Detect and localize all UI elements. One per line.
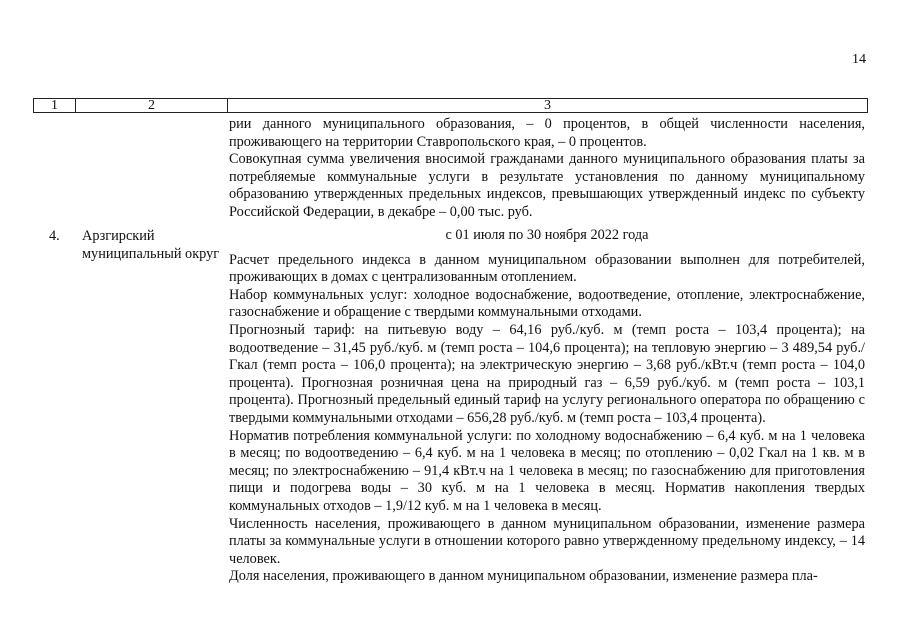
column-header-1: 1	[34, 99, 76, 113]
previous-row-continuation	[229, 116, 865, 222]
municipality-name: Арзгирский муниципальный округ	[82, 228, 220, 262]
row-paragraph: Прогнозный тариф: на питьевую воду – 64,16 руб./куб. м (темп роста – 103,4 процента); на водоотведение – 31,45 руб./куб. м (темп роста – 104,6 процента); на тепловую энергию – 3 489,54 руб./Гкал (темп роста – 106,0 процента); на электрическую энергию – 3,68 руб./кВт.ч (темп роста – 104,0 процента). Прогнозная розничная цена на природный газ – 6,59 руб./куб. м (темп роста – 103,1 процента). Прогнозный предельный единый тариф на услугу регионального оператора по обращению с твердыми коммунальными отходами – 656,28 руб./куб. м (темп роста – 103,4 процента).	[229, 321, 865, 426]
period-heading: с 01 июля по 30 ноября 2022 года	[445, 227, 649, 243]
row-content	[229, 227, 865, 586]
row-paragraph: Норматив потребления коммунальной услуги: по холодному водоснабжению – 6,4 куб. м на 1 человека в месяц; по водоотведению – 6,4 куб. м на 1 человека в месяц; по отоплению – 0,02 Гкал на 1 кв. м в месяц; по электроснабжению – 91,4 кВт.ч на 1 человека в месяц; по газоснабжению для приготовления пищи и подогрева воды – 30 куб. м на 1 человека в месяц. Норматив накопления твердых коммунальных отходов – 1,9/12 куб. м на 1 человека в месяц.	[229, 427, 865, 514]
page-number: 14	[852, 52, 866, 67]
row-paragraph: Расчет предельного индекса в данном муниципальном образовании выполнен для потребителей, проживающих в домах с централизованным отоплением.	[229, 251, 865, 286]
row-paragraph: Доля населения, проживающего в данном муниципальном образовании, изменение размера пла-	[229, 568, 818, 585]
column-header-table	[33, 98, 868, 113]
column-header-3: 3	[228, 99, 868, 113]
continuation-paragraph: Совокупная сумма увеличения вносимой гражданами данного муниципального образования платы за потребляемые коммунальные услуги в результате установления по данному муниципальному образованию утвержденных предельных индексов, превышающих утвержденный индекс по субъекту Российской Федерации, в декабре – 0,00 тыс. руб.	[229, 151, 865, 220]
column-header-2: 2	[76, 99, 228, 113]
row-paragraph: Численность населения, проживающего в данном муниципальном образовании, изменение размера платы за коммунальные услуги в отношении которого равно утвержденному предельному индексу, – 14 человек.	[229, 515, 865, 567]
continuation-paragraph: рии данного муниципального образования, – 0 процентов, в общей численности населения, проживающего на территории Ставропольского края, – 0 процентов.	[229, 116, 865, 150]
row-number: 4.	[49, 228, 60, 244]
row-paragraph: Набор коммунальных услуг: холодное водоснабжение, водоотведение, отопление, электроснабжение, газоснабжение и обращение с твердыми коммунальными отходами.	[229, 286, 865, 321]
